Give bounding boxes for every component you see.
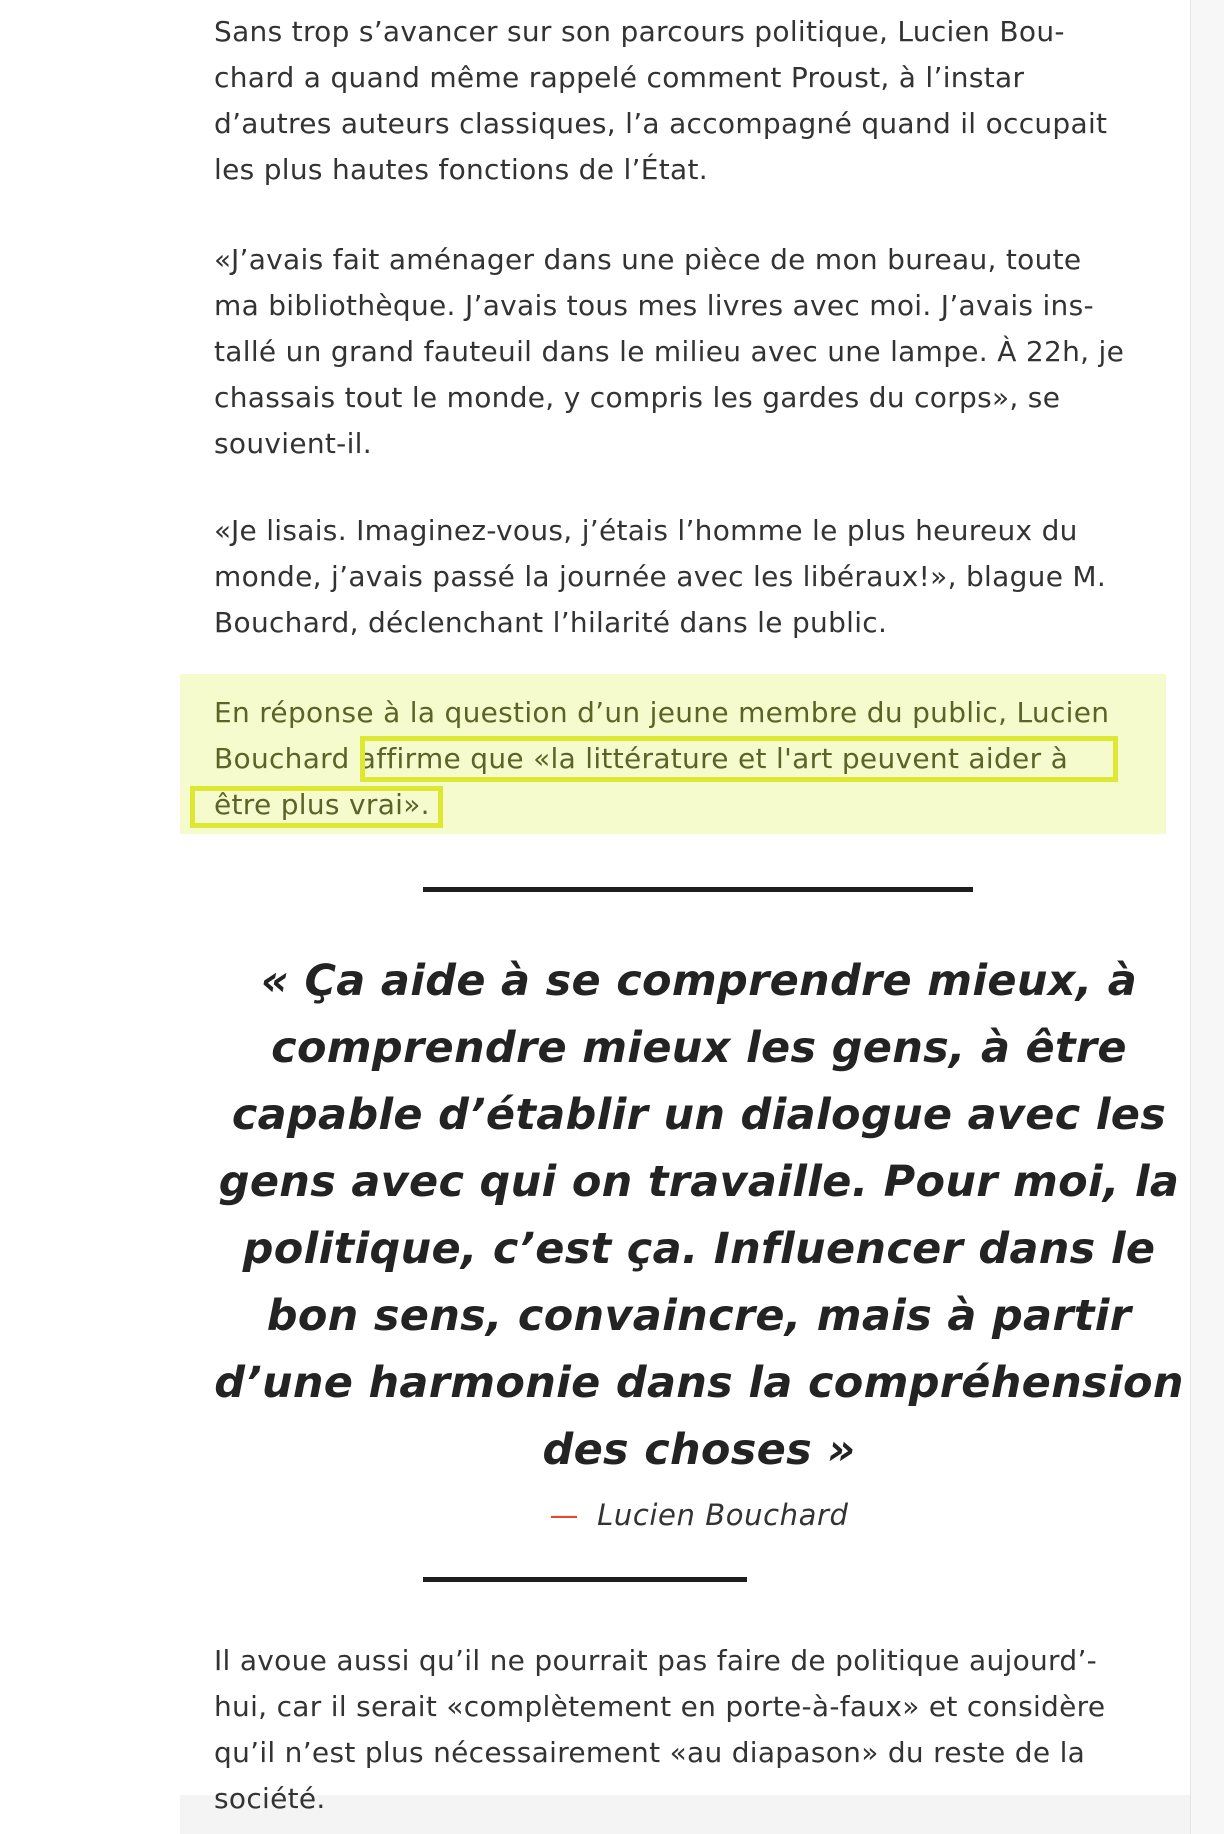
- text-highlight-mark[interactable]: [360, 736, 1118, 782]
- quote-attribution: [214, 1490, 1184, 1540]
- paragraph-lisais: «Je lisais. Imaginez-vous, j’étais l’homme le plus heureux du monde, j’avais passé la journée avec les libéraux!», blague M. Bouchard, déclenchant l’hilarité dans le public.: [214, 514, 1107, 639]
- pull-quote: « Ça aide à se comprendre mieux, à comprendre mieux les gens, à être capable d’établir un dialogue avec les gens avec qui on travaille. Pour moi, la politique, c’est ça. Influencer dans le bon sens, convaincre, mais à partir d’une harmonie dans la compréhension des choses »: [214, 956, 1184, 1475]
- highlighted-paragraph: En réponse à la question d’un jeune membre du public, Lucien Bouchard affirme que «la littérature et l'art peuvent aider à être plus vrai».: [214, 696, 1110, 821]
- attribution-dash: —: [549, 1498, 580, 1532]
- paragraph-politique: Il avoue aussi qu’il ne pourrait pas faire de politique aujourd’- hui, car il serait «complètement en porte-à-faux» et considère qu’il n’est plus nécessairement «au diapason» du reste de la société.: [214, 1644, 1106, 1815]
- text-highlight-mark[interactable]: [190, 786, 443, 828]
- paragraph-proust: Sans trop s’avancer sur son parcours politique, Lucien Bou- chard a quand même rappelé comment Proust, à l’instar d’autres auteurs classiques, l’a accompagné quand il occupait les plus hautes fonctions de l’État.: [214, 15, 1108, 186]
- quote-divider-bottom: [423, 1577, 747, 1582]
- quote-author: Lucien Bouchard: [597, 1498, 849, 1532]
- quote-divider-top: [423, 887, 973, 892]
- paragraph-bibliotheque: «J’avais fait aménager dans une pièce de mon bureau, toute ma bibliothèque. J’avais tous mes livres avec moi. J’avais ins- tallé un grand fauteuil dans le milieu avec une lampe. À 22h, je chassais tout le monde, y compris les gardes du corps», se souvient-il.: [214, 243, 1125, 460]
- page-edge: [1190, 0, 1224, 1834]
